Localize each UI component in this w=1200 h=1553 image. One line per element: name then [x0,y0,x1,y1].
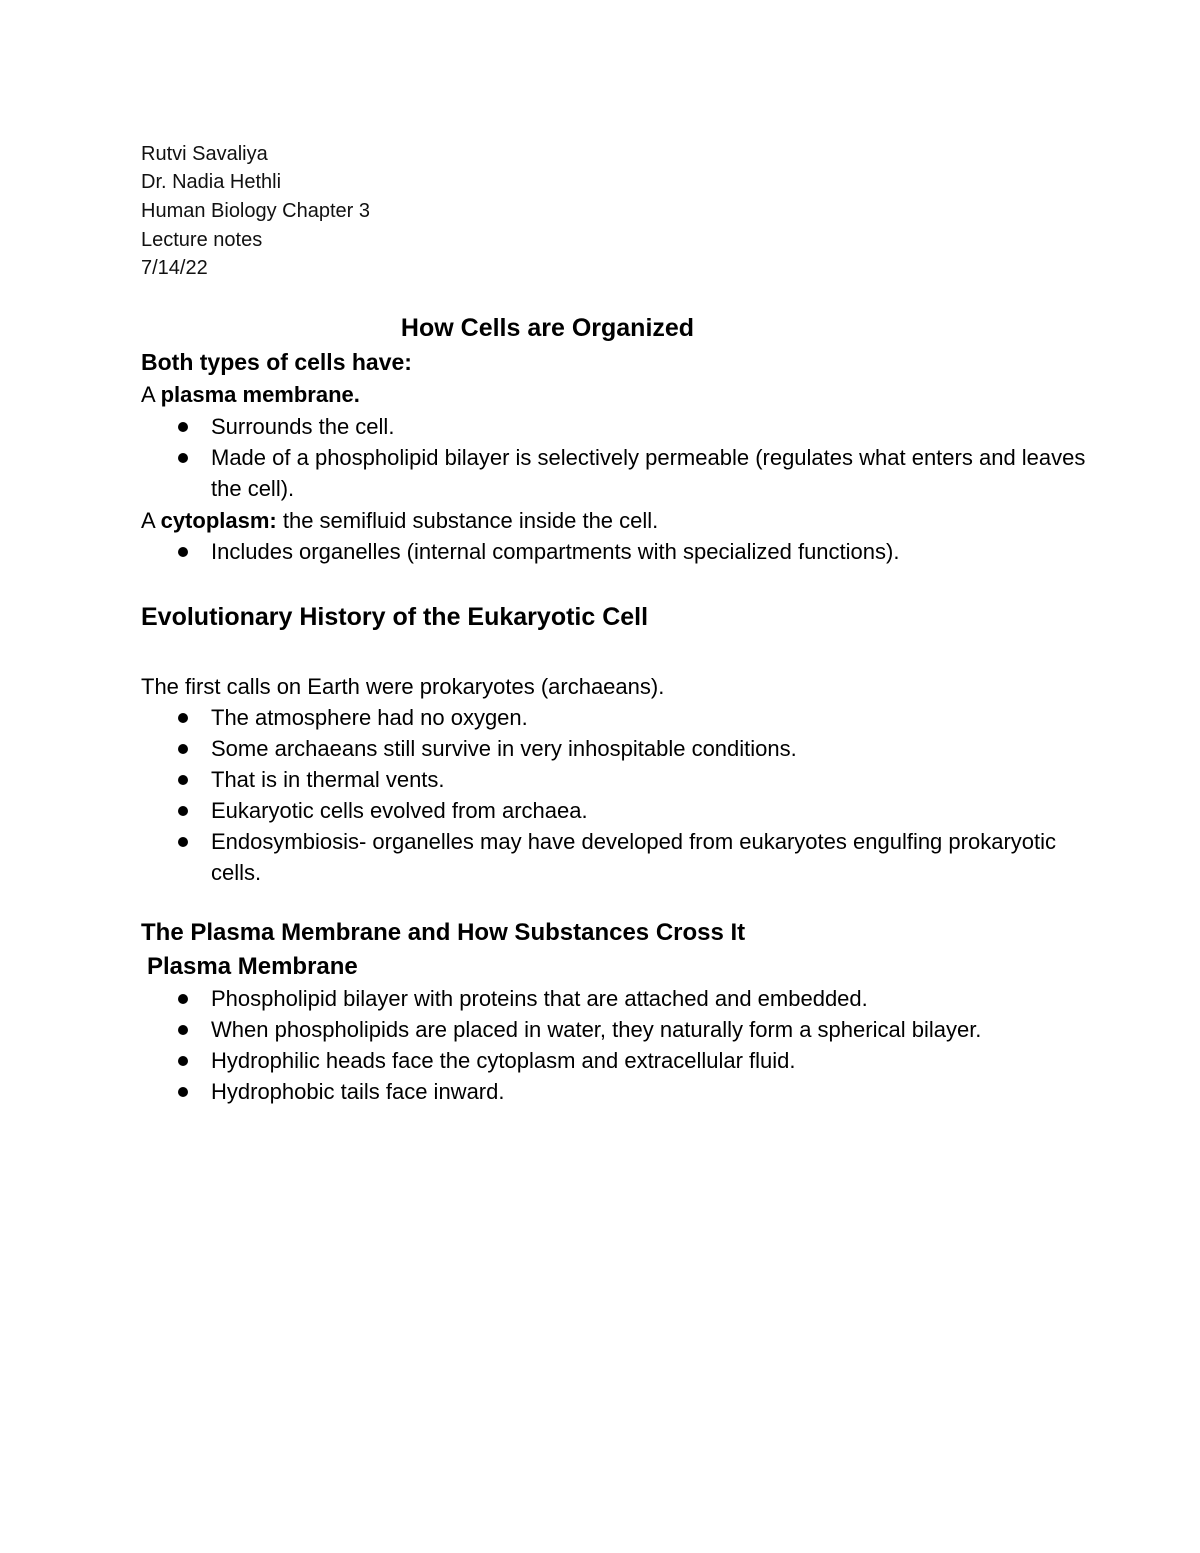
list-item [211,1076,1091,1107]
evolution-intro: The first calls on Earth were prokaryotes (archaeans). [141,674,665,699]
instructor-name: Dr. Nadia Hethli [141,171,282,193]
cytoplasm-prefix: A [141,508,161,533]
list-item [211,442,1091,504]
bullet-icon [178,1087,188,1097]
list-item [211,411,1091,442]
bullet-icon [178,744,188,754]
plasma-term: plasma membrane. [160,382,360,407]
bullet-icon [178,994,188,1004]
list-item-text: When phospholipids are placed in water, they naturally form a spherical bilayer. [211,1017,982,1042]
list-item-text: Eukaryotic cells evolved from archaea. [211,798,588,823]
both-types-subheading: Both types of cells have: [141,349,412,375]
list-item-text: Hydrophilic heads face the cytoplasm and extracellular fluid. [211,1048,796,1073]
course-name: Human Biology Chapter 3 [141,200,371,222]
cytoplasm-definition: the semifluid substance inside the cell. [276,508,659,533]
list-item [211,702,1091,733]
bullet-icon [178,806,188,816]
bullet-icon [178,1056,188,1066]
plasma-membrane-line [141,379,360,410]
list-item [211,764,1091,795]
document-date: 7/14/22 [141,257,208,279]
list-item [211,795,1091,826]
list-item [211,826,1091,888]
document-type: Lecture notes [141,229,263,251]
bullet-icon [178,422,188,432]
list-item-text: Phospholipid bilayer with proteins that are attached and embedded. [211,986,868,1011]
list-item [211,1045,1091,1076]
bullet-icon [178,775,188,785]
cytoplasm-term: cytoplasm: [160,508,277,533]
list-item [211,983,1091,1014]
author-name: Rutvi Savaliya [141,143,268,165]
list-item [211,733,1091,764]
list-item-text: That is in thermal vents. [211,767,445,792]
list-item [211,1014,1111,1045]
section-heading-evolutionary-history: Evolutionary History of the Eukaryotic Cell [141,603,649,631]
list-item-text: Includes organelles (internal compartments with specialized functions). [211,539,900,564]
bullet-icon [178,713,188,723]
list-item-text: Some archaeans still survive in very inhospitable conditions. [211,736,797,761]
cytoplasm-line [141,505,658,536]
section-heading-plasma-membrane-crossing: The Plasma Membrane and How Substances Cross It [141,919,746,946]
section-title-cells-organized: How Cells are Organized [400,314,695,342]
plasma-prefix: A [141,382,161,407]
list-item-text: Made of a phospholipid bilayer is selectively permeable (regulates what enters and leaves the cell). [211,445,1086,501]
list-item-text: Hydrophobic tails face inward. [211,1079,505,1104]
bullet-icon [178,1025,188,1035]
bullet-icon [178,547,188,557]
list-item-text: Surrounds the cell. [211,414,395,439]
bullet-icon [178,453,188,463]
list-item-text: The atmosphere had no oxygen. [211,705,528,730]
subheading-plasma-membrane: Plasma Membrane [147,953,358,980]
list-item-text: Endosymbiosis- organelles may have developed from eukaryotes engulfing prokaryotic cells. [211,829,1057,885]
list-item [211,536,1091,567]
bullet-icon [178,837,188,847]
